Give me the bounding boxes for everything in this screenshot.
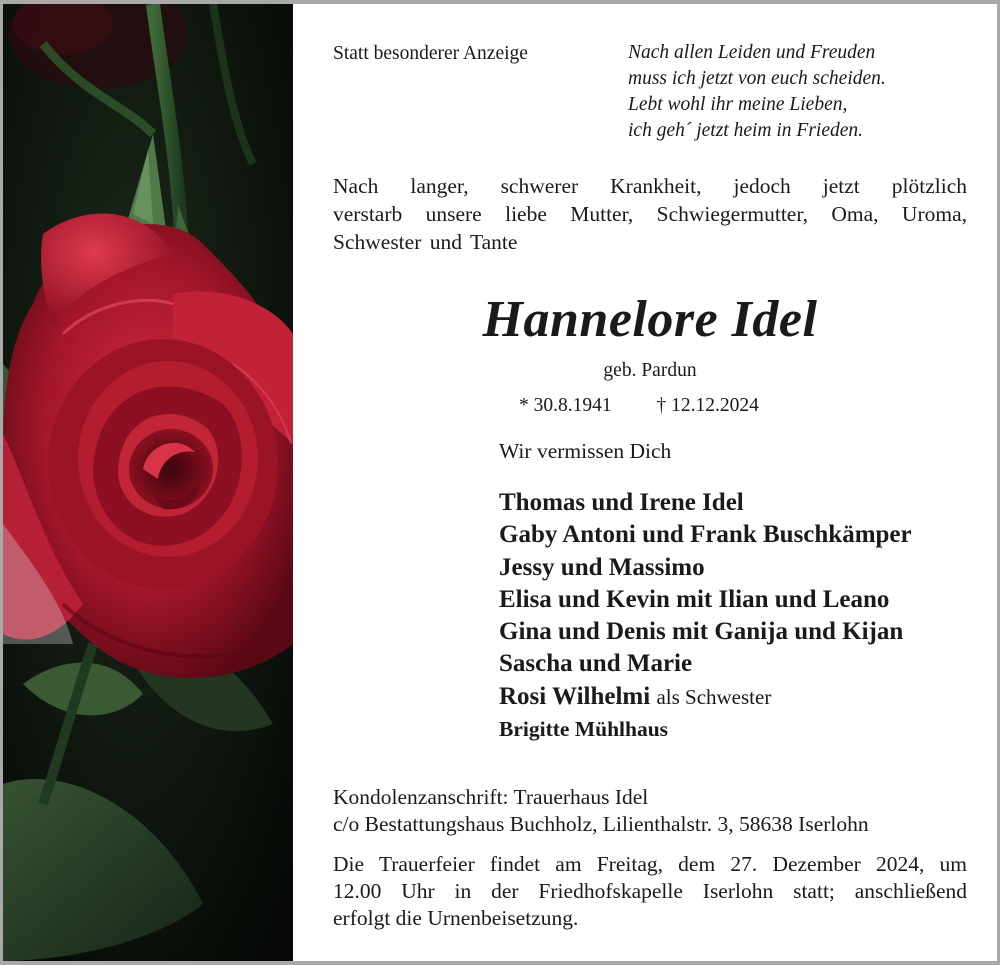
poem-line: Lebt wohl ihr meine Lieben, <box>628 94 848 115</box>
poem-line: muss ich jetzt von euch scheiden. <box>628 68 886 89</box>
mourners-intro: Wir vermissen Dich <box>499 439 672 463</box>
funeral-service-info <box>333 851 967 932</box>
condolence-address <box>333 784 869 838</box>
poem-line: Nach allen Leiden und Freuden <box>628 42 876 63</box>
address-line: c/o Bestattungshaus Buchholz, Lilienthalstr. 3, 58638 Iserlohn <box>333 812 869 836</box>
mourner-relation: als Schwester <box>656 684 772 709</box>
poem <box>628 40 886 144</box>
service-line: 12.00 Uhr in der Friedhofskapelle Iserlohn statt; anschließend <box>333 879 967 903</box>
obituary-card <box>3 4 997 961</box>
rose-image <box>3 4 293 961</box>
announcement-line: Schwester und Tante <box>333 230 518 254</box>
death-date: † 12.12.2024 <box>656 395 759 416</box>
service-line: erfolgt die Urnenbeisetzung. <box>333 906 579 930</box>
mourner-name: Rosi Wilhelmi <box>499 682 651 710</box>
service-line: Die Trauerfeier findet am Freitag, dem 27. Dezember 2024, um <box>333 852 967 876</box>
mourners-list <box>499 487 912 745</box>
mourner-name: Elisa und Kevin mit Ilian und Leano <box>499 585 890 613</box>
poem-line: ich geh´ jetzt heim in Frieden. <box>628 120 864 141</box>
mourner-name: Brigitte Mühlhaus <box>499 717 669 742</box>
address-line: Kondolenzanschrift: Trauerhaus Idel <box>333 785 649 809</box>
mourner-name: Sascha und Marie <box>499 650 693 678</box>
notice-heading: Statt besonderer Anzeige <box>333 43 528 64</box>
rose-photo <box>3 4 293 961</box>
mourner-name: Gina und Denis mit Ganija und Kijan <box>499 618 904 646</box>
birth-name: geb. Pardun <box>603 360 697 381</box>
birth-date: * 30.8.1941 <box>519 395 612 416</box>
announcement-text <box>333 172 967 256</box>
deceased-name: Hannelore Idel <box>482 291 818 348</box>
mourner-sister <box>499 681 912 713</box>
announcement-line: verstarb unsere liebe Mutter, Schwiegermutter, Oma, Uroma, <box>333 202 967 226</box>
announcement-line: Nach langer, schwerer Krankheit, jedoch jetzt plötzlich <box>333 174 967 198</box>
mourner-name: Thomas und Irene Idel <box>499 489 744 516</box>
mourner-name: Gaby Antoni und Frank Buschkämper <box>499 521 912 549</box>
mourner-name: Jessy und Massimo <box>499 553 705 581</box>
life-dates <box>519 395 759 417</box>
